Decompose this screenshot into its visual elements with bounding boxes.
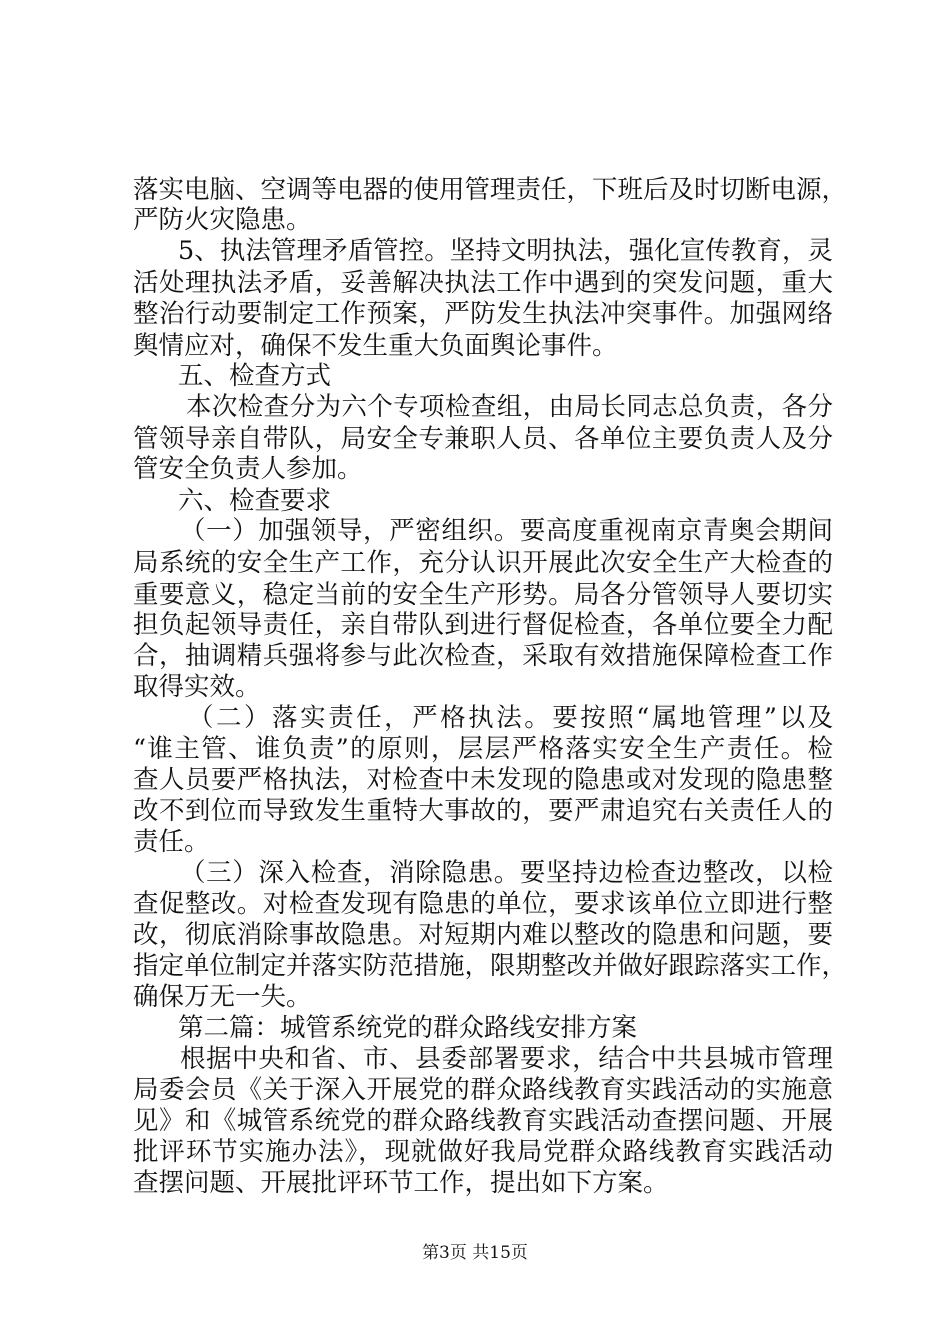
text-line: 查摆问题、开展批评环节工作，提出如下方案。 <box>133 1168 669 1198</box>
text-line: 局委会员《关于深入开展党的群众路线教育实践活动的实施意 <box>133 1075 833 1105</box>
section-heading: 五、检查方式 <box>178 361 332 391</box>
text-line: 5、执法管理矛盾管控。坚持文明执法，强化宣传教育，灵 <box>178 236 833 266</box>
page-number-footer: 第3页 共15页 <box>422 1243 528 1263</box>
text-line: 局系统的安全生产工作，充分认识开展此次安全生产大检查的 <box>133 548 833 578</box>
text-line: 舆情应对，确保不发生重大负面舆论事件。 <box>133 331 618 361</box>
text-line: 管安全负责人参加。 <box>133 454 363 484</box>
text-line: 活处理执法矛盾，妥善解决执法工作中遇到的突发问题，重大 <box>133 268 833 298</box>
text-line: 根据中央和省、市、县委部署要求，结合中共县城市管理 <box>180 1044 833 1074</box>
text-line: （二）落实责任，严格执法。要按照“属地管理”以及 <box>188 703 833 733</box>
text-line: 查人员要严格执法，对检查中未发现的隐患或对发现的隐患整 <box>133 765 833 795</box>
text-line: 查促整改。对检查发现有隐患的单位，要求该单位立即进行整 <box>133 889 833 919</box>
text-line: 指定单位制定并落实防范措施，限期整改并做好跟踪落实工作， <box>133 951 848 981</box>
text-line: 改不到位而导致发生重特大事故的，要严肃追究右关责任人的 <box>133 796 833 826</box>
text-line: （一）加强领导，严密组织。要高度重视南京青奥会期间 <box>180 516 833 546</box>
text-line: 重要意义，稳定当前的安全生产形势。局各分管领导人要切实 <box>133 580 833 610</box>
text-line: 本次检查分为六个专项检查组，由局长同志总负责，各分 <box>186 392 833 422</box>
text-line: 确保万无一失。 <box>133 982 312 1012</box>
text-line: 取得实效。 <box>133 672 261 702</box>
text-line: 担负起领导责任，亲自带队到进行督促检查，各单位要全力配 <box>133 610 833 640</box>
text-line: 整治行动要制定工作预案，严防发生执法冲突事件。加强网络 <box>133 299 833 329</box>
text-line: 责任。 <box>133 827 210 857</box>
text-line: （三）深入检查，消除隐患。要坚持边检查边整改，以检 <box>180 858 833 888</box>
text-line: 落实电脑、空调等电器的使用管理责任，下班后及时切断电源， <box>133 175 848 205</box>
text-line: 批评环节实施办法》，现就做好我局党群众路线教育实践活动 <box>133 1137 833 1167</box>
text-line: 合，抽调精兵强将参与此次检查，采取有效措施保障检查工作 <box>133 641 833 671</box>
chapter-heading: 第二篇：城管系统党的群众路线安排方案 <box>178 1013 638 1043</box>
text-line: 严防火灾隐患。 <box>133 205 312 235</box>
section-heading: 六、检查要求 <box>178 486 332 516</box>
text-line: 改，彻底消除事故隐患。对短期内难以整改的隐患和问题，要 <box>133 920 833 950</box>
text-line: “谁主管、谁负责”的原则，层层严格落实安全生产责任。检 <box>133 734 833 764</box>
text-line: 见》和《城管系统党的群众路线教育实践活动查摆问题、开展 <box>133 1106 833 1136</box>
text-line: 管领导亲自带队，局安全专兼职人员、各单位主要负责人及分 <box>133 424 833 454</box>
